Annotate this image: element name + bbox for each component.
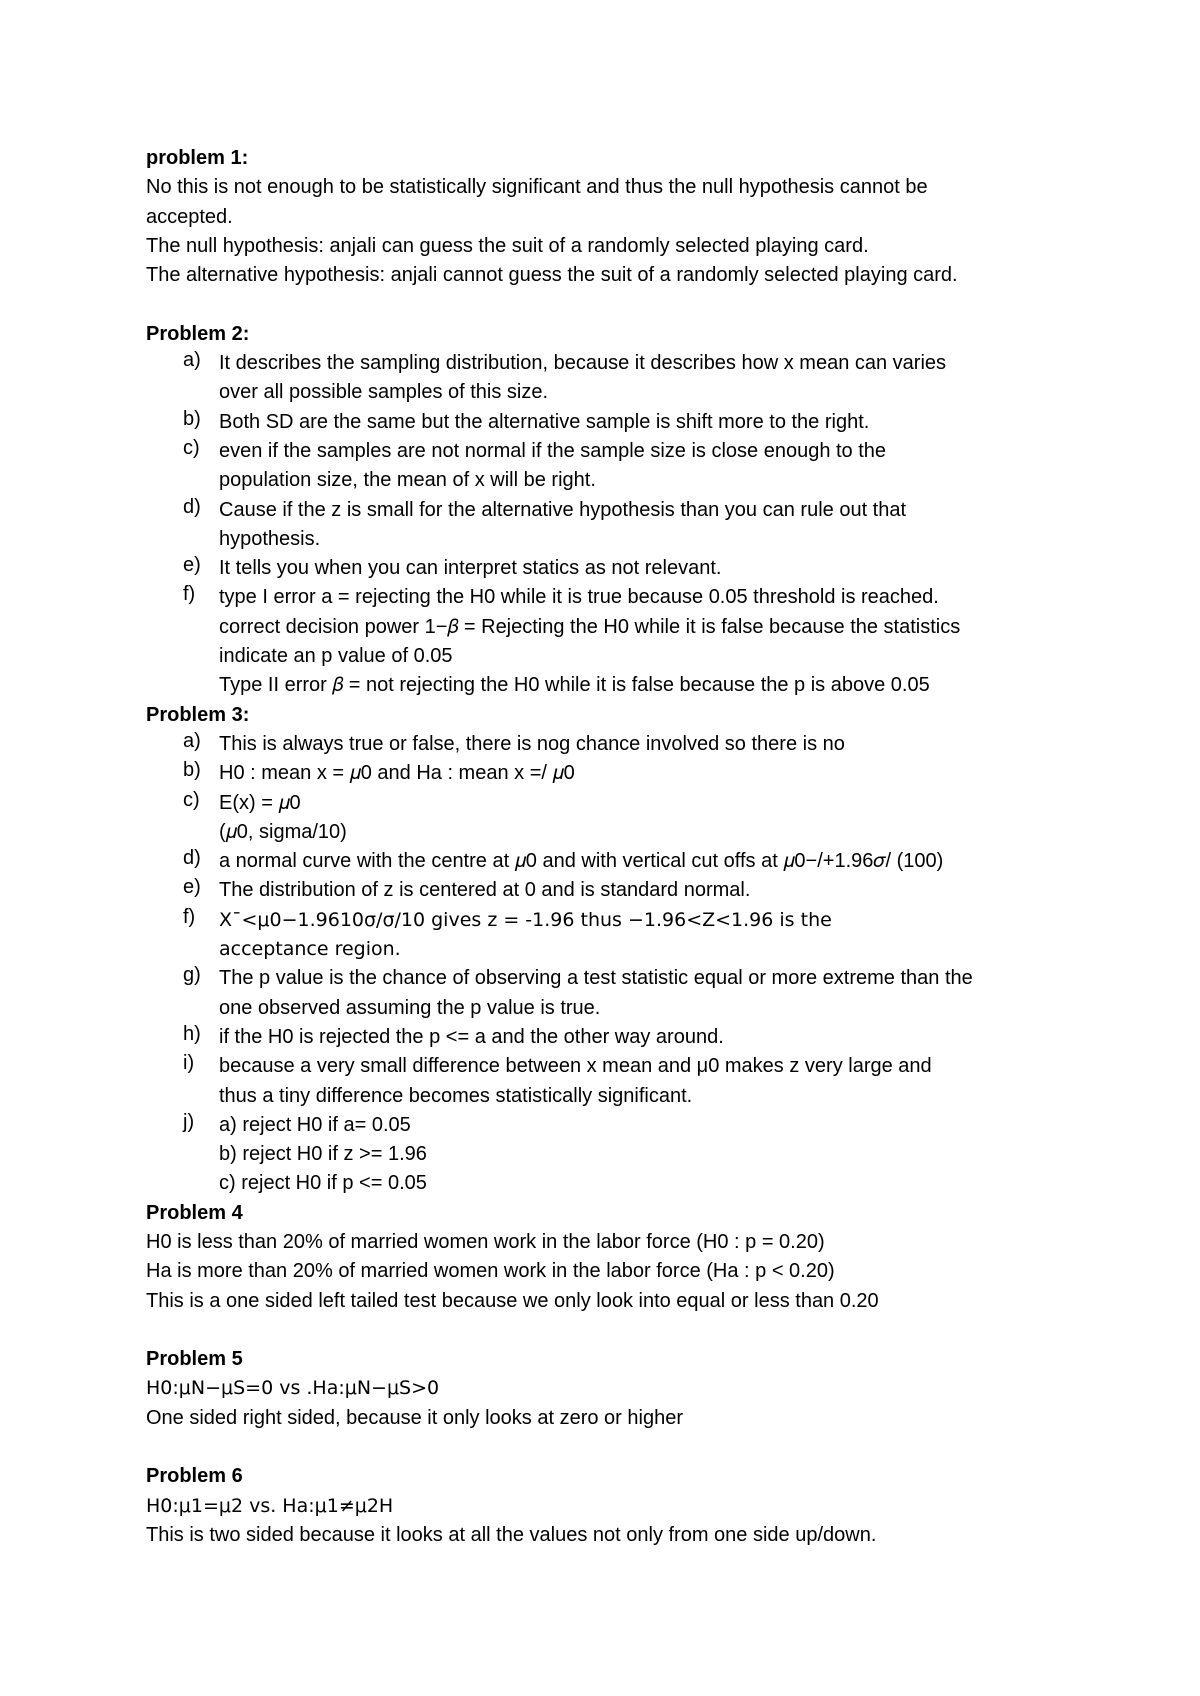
blank-line [146, 1433, 1086, 1462]
item-text: H0 : mean x = 𝜇0 and Ha : mean x =/ 𝜇0 [219, 762, 575, 785]
list-item [146, 730, 1086, 759]
item-text: because a very small difference between x mean and μ0 makes z very large and [219, 1055, 932, 1078]
list-item [146, 876, 1086, 905]
list-item [146, 789, 1086, 848]
problem-6-line: This is two sided because it looks at all the values not only from one side up/down. [146, 1523, 877, 1546]
blank-line [146, 1316, 1086, 1345]
item-text: c) reject H0 if p <= 0.05 [219, 1172, 427, 1195]
list-marker: e) [183, 876, 201, 899]
list-item [146, 437, 1086, 496]
list-marker: a) [183, 349, 201, 372]
item-text: type I error a = rejecting the H0 while it is true because 0.05 threshold is reached. [219, 586, 939, 609]
blank-line [146, 290, 1086, 319]
item-text: X¯<μ0−1.9610σ/σ/10 gives z = -1.96 thus −1.96<Z<1.96 is the [219, 908, 832, 931]
item-text: It tells you when you can interpret statics as not relevant. [219, 557, 722, 580]
problem-5-heading: Problem 5 [146, 1348, 243, 1371]
list-marker: j) [183, 1110, 195, 1133]
item-text: (𝜇0, sigma/10) [219, 820, 347, 843]
item-text: It describes the sampling distribution, because it describes how x mean can varies [219, 352, 947, 375]
item-text: The distribution of z is centered at 0 and is standard normal. [219, 879, 751, 902]
problem-1-line: No this is not enough to be statistically significant and thus the null hypothesis cannot be [146, 176, 928, 199]
problem-3-heading: Problem 3: [146, 703, 250, 726]
item-text: thus a tiny difference becomes statistically significant. [219, 1084, 693, 1107]
list-item [146, 1023, 1086, 1052]
problem-6-line: H0:μ1=μ2 vs. Ha:μ1≠μ2H [146, 1494, 394, 1517]
item-text: The p value is the chance of observing a test statistic equal or more extreme than the [219, 967, 973, 990]
list-item [146, 906, 1086, 965]
list-item [146, 554, 1086, 583]
item-text: indicate an p value of 0.05 [219, 645, 453, 668]
list-item [146, 1111, 1086, 1199]
problem-1-line: The null hypothesis: anjali can guess the suit of a randomly selected playing card. [146, 234, 869, 257]
list-item [146, 1052, 1086, 1111]
list-marker: f) [183, 583, 196, 606]
problem-1-line: The alternative hypothesis: anjali cannot guess the suit of a randomly selected playing card. [146, 264, 958, 287]
list-marker: g) [183, 964, 201, 987]
item-text: Type II error 𝛽 = not rejecting the H0 while it is false because the p is above 0.05 [219, 674, 930, 697]
list-item [146, 964, 1086, 1023]
item-text: even if the samples are not normal if the sample size is close enough to the [219, 439, 887, 462]
problem-4-heading: Problem 4 [146, 1201, 243, 1224]
list-marker: a) [183, 729, 201, 752]
problem-6-heading: Problem 6 [146, 1465, 243, 1488]
list-marker: e) [183, 554, 201, 577]
item-text: a normal curve with the centre at 𝜇0 and with vertical cut offs at 𝜇0−/+1.96𝜎/ (100) [219, 850, 944, 873]
list-item [146, 847, 1086, 876]
problem-4-line: This is a one sided left tailed test because we only look into equal or less than 0.20 [146, 1289, 879, 1312]
list-marker: b) [183, 407, 201, 430]
problem-1-line: accepted. [146, 205, 233, 228]
item-text: if the H0 is rejected the p <= a and the other way around. [219, 1025, 724, 1048]
item-text: Both SD are the same but the alternative sample is shift more to the right. [219, 410, 870, 433]
list-item [146, 759, 1086, 788]
list-item [146, 349, 1086, 408]
problem-1-heading: problem 1: [146, 147, 249, 169]
list-marker: b) [183, 759, 201, 782]
item-text: b) reject H0 if z >= 1.96 [219, 1143, 427, 1166]
item-text: correct decision power 1−𝛽 = Rejecting the H0 while it is false because the statistics [219, 615, 961, 638]
list-marker: d) [183, 495, 201, 518]
item-text: acceptance region. [219, 938, 401, 961]
item-text: This is always true or false, there is nog chance involved so there is no [219, 732, 845, 755]
list-item [146, 583, 1086, 700]
list-marker: h) [183, 1022, 201, 1045]
item-text: hypothesis. [219, 527, 321, 550]
list-marker: i) [183, 1052, 195, 1075]
problem-5-line: One sided right sided, because it only looks at zero or higher [146, 1406, 683, 1429]
item-text: Cause if the z is small for the alternative hypothesis than you can rule out that [219, 498, 907, 521]
item-text: a) reject H0 if a= 0.05 [219, 1113, 411, 1136]
problem-4-line: H0 is less than 20% of married women work in the labor force (H0 : p = 0.20) [146, 1230, 825, 1253]
list-item [146, 496, 1086, 555]
list-marker: c) [183, 436, 200, 459]
list-marker: d) [183, 847, 201, 870]
item-text: population size, the mean of x will be right. [219, 469, 596, 492]
list-item [146, 408, 1086, 437]
item-text: E(x) = 𝜇0 [219, 791, 301, 814]
list-marker: c) [183, 788, 200, 811]
document-page [146, 144, 1086, 1550]
problem-4-line: Ha is more than 20% of married women work in the labor force (Ha : p < 0.20) [146, 1260, 835, 1283]
problem-5-line: H0:μN−μS=0 vs .Ha:μN−μS>0 [146, 1377, 440, 1400]
problem-2-heading: Problem 2: [146, 322, 250, 345]
list-marker: f) [183, 905, 196, 928]
item-text: one observed assuming the p value is true. [219, 996, 601, 1019]
item-text: over all possible samples of this size. [219, 381, 549, 404]
